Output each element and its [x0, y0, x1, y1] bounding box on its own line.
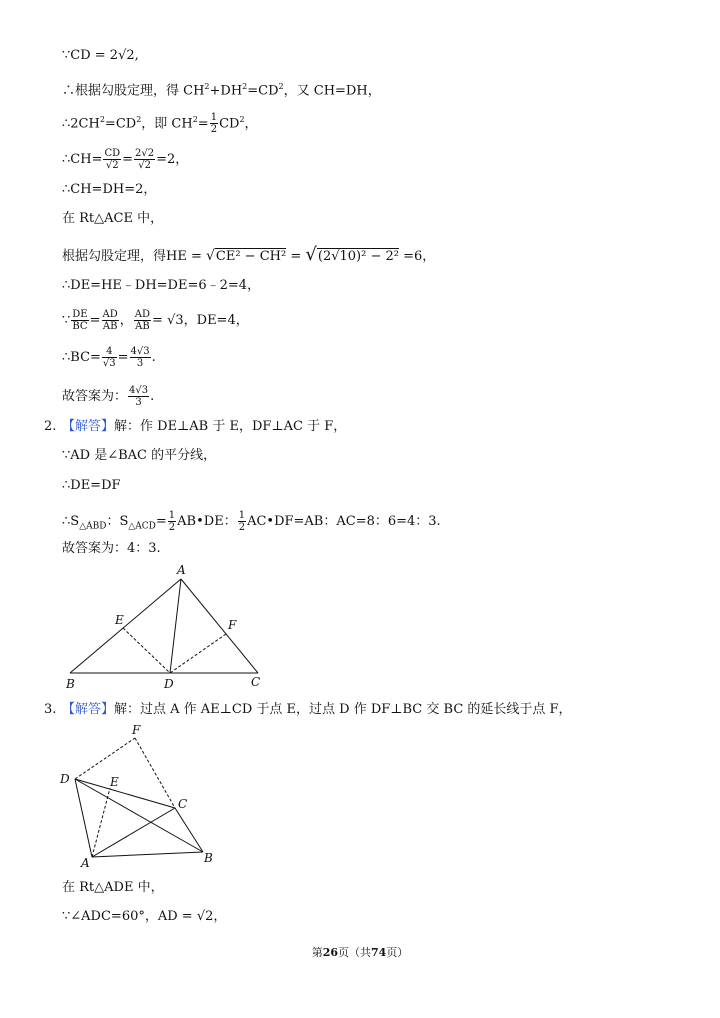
label-f: F: [132, 724, 141, 737]
problem-3-line-3: ∵∠ADC=60°，AD = √2，: [62, 909, 227, 924]
current-page: 26: [322, 946, 338, 959]
fraction-4-sqrt3: $\frac{4}{√3}$: [102, 346, 116, 369]
problem-3-tag: 【解答】: [62, 702, 115, 717]
segment-de: [123, 628, 170, 673]
fraction-de-bc: $\frac{DE}{BC}$: [72, 309, 88, 332]
segment-cf: [135, 738, 175, 808]
problem-2-line-2: ∵AD 是∠BAC 的平分线，: [62, 448, 217, 463]
label-e: E: [110, 775, 119, 789]
line-9: ∵ $\frac{DE}{BC}$ = $\frac{AD}{AB}$ ， $\frac{AD}{AB}$ = √3，DE=4，: [62, 309, 249, 332]
line-3: $\therefore 2CH^2=CD^2$，即 $CH^2=$ $\frac{1}{2}$ $CD^2$，: [62, 112, 258, 136]
fraction-2sqrt2-sqrt2: $\frac{2√2}{√2}$: [135, 148, 155, 171]
problem-2-line-4: $\therefore S_{\triangle ABD}$：$S_{\triangle ACD}=$ $\frac{1}{2}$ AB•DE： $\frac{1}{2}$ AC•DF=AB：AC=8：6=4：3.: [62, 510, 441, 533]
label-f: F: [228, 618, 237, 632]
fraction-cd-sqrt2: $\frac{CD}{√2}$: [104, 148, 121, 171]
fraction-half: $\frac{1}{2}$: [210, 112, 218, 136]
fraction-half-1: $\frac{1}{2}$: [168, 510, 176, 533]
segment-df: [170, 634, 226, 673]
segment-ab: [70, 579, 181, 673]
segment-df: [75, 738, 135, 779]
label-d: D: [60, 772, 70, 786]
problem-2-line-5: 故答案为：4：3.: [62, 541, 161, 556]
segment-ad: [75, 779, 92, 857]
problem-3-line-1: 【解答】解：过点 A 作 AE⊥CD 于点 E，过点 D 作 DF⊥BC 交 BC 的延长线于点 F，: [62, 702, 572, 717]
segment-db: [75, 779, 203, 852]
problem-3-figure: [55, 724, 225, 870]
label-e: E: [115, 613, 124, 627]
label-c: C: [178, 797, 188, 811]
line-7: 根据勾股定理，得HE = √CE² − CH² = √(2√10)² − 2² =6，: [62, 244, 436, 265]
segment-ac: [92, 808, 175, 857]
line-10: ∴BC= $\frac{4}{√3}$ = $\frac{4√3}{3}$ .: [62, 346, 156, 369]
segment-ac: [181, 579, 258, 673]
problem-2-tag: 【解答】: [62, 419, 115, 434]
label-a: A: [81, 856, 90, 870]
segment-cb: [175, 808, 203, 852]
label-a: A: [177, 563, 186, 577]
segment-ae: [92, 788, 110, 857]
segment-ad: [170, 579, 181, 673]
fraction-ad-ab-2: $\frac{AD}{AB}$: [134, 309, 151, 332]
answer-fraction: $\frac{4√3}{3}$: [129, 385, 149, 408]
line-1: ∵CD = 2√2,: [62, 48, 139, 63]
problem-2-number: 2.: [44, 419, 57, 434]
fraction-ad-ab-1: $\frac{AD}{AB}$: [102, 309, 118, 332]
fraction-half-2: $\frac{1}{2}$: [238, 510, 246, 533]
page-footer: 第26页（共74页）: [311, 946, 409, 959]
problem-2-line-3: ∴DE=DF: [62, 478, 121, 493]
line-11: 故答案为： $\frac{4√3}{3}$ .: [62, 385, 155, 408]
label-d: D: [164, 677, 174, 691]
label-b: B: [66, 677, 75, 691]
label-c: C: [251, 675, 261, 689]
segment-dc: [75, 779, 175, 808]
line-2: ∴根据勾股定理，得 $CH^2+DH^2=CD^2$，又 CH=DH，: [62, 82, 381, 99]
line-6: 在 Rt△ACE 中，: [62, 211, 164, 226]
line-8: ∴DE=HE﹣DH=DE=6﹣2=4，: [62, 278, 261, 293]
segment-ba: [92, 852, 203, 857]
problem-2-figure: [60, 560, 270, 694]
problem-3-line-2: 在 Rt△ADE 中，: [62, 880, 164, 895]
fraction-4sqrt3-3: $\frac{4√3}{3}$: [130, 346, 150, 369]
problem-2-line-1: 【解答】解：作 DE⊥AB 于 E，DF⊥AC 于 F，: [62, 419, 347, 434]
line-4: ∴CH= $\frac{CD}{√2}$ = $\frac{2√2}{√2}$ =2，: [62, 148, 189, 171]
problem-3-number: 3.: [44, 702, 57, 717]
total-pages: 74: [371, 946, 387, 959]
label-b: B: [204, 851, 213, 865]
line-5: ∴CH=DH=2，: [62, 182, 157, 197]
